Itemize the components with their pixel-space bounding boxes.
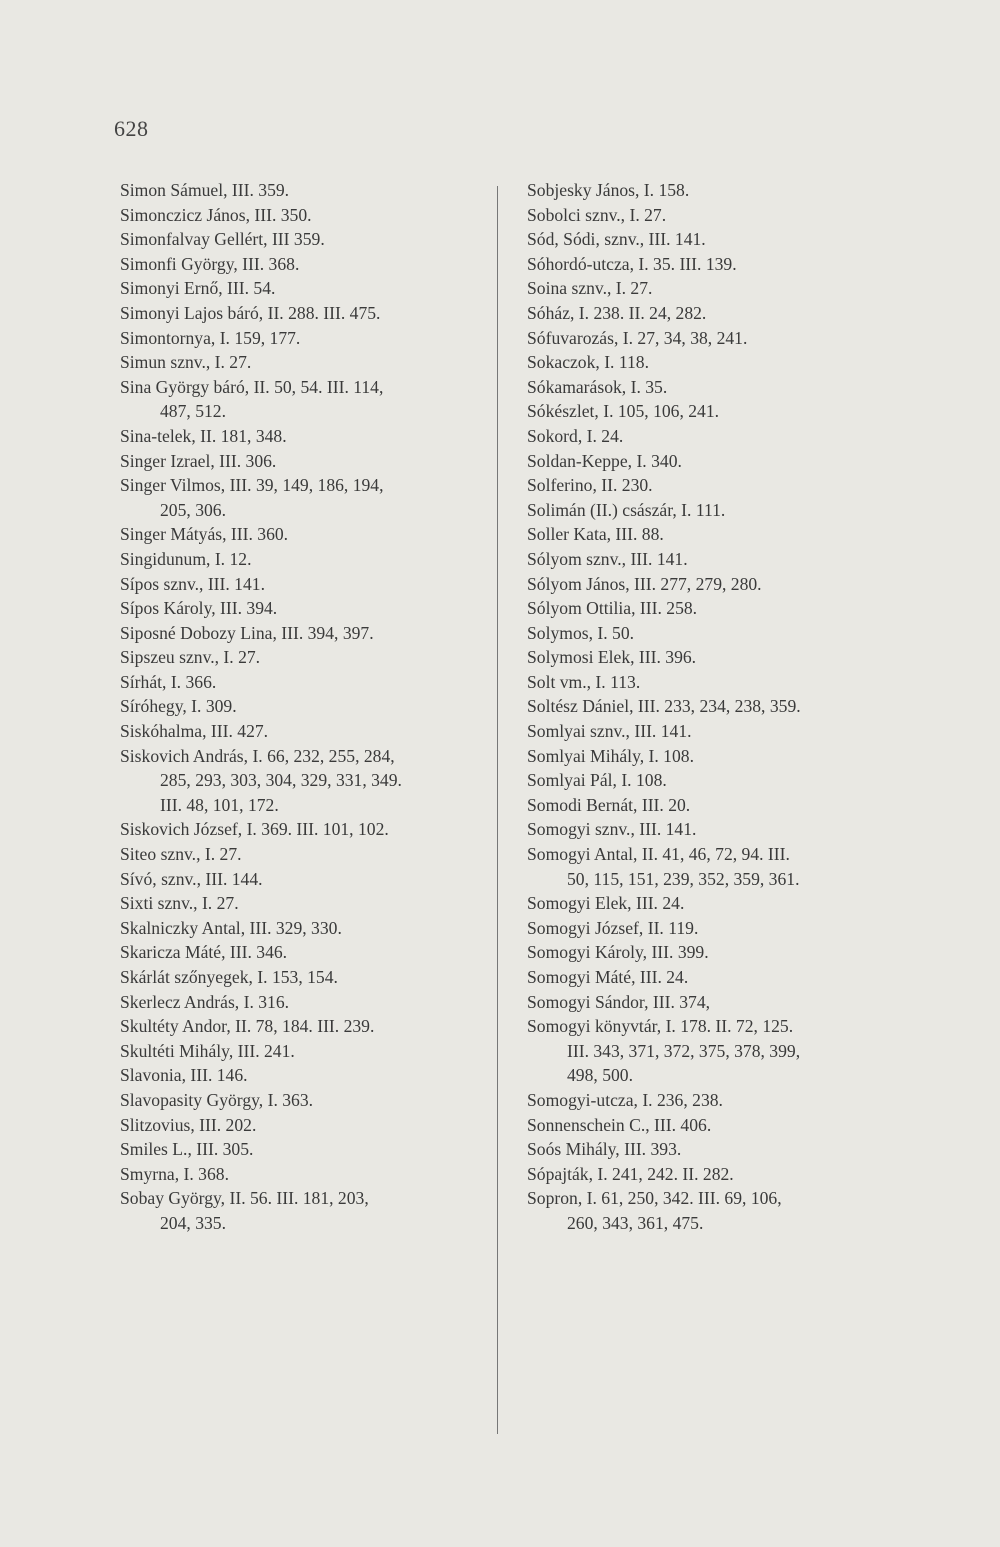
index-entry xyxy=(120,252,490,277)
index-entry xyxy=(527,449,897,474)
index-entry xyxy=(120,940,490,965)
index-entry-text: Solt vm., I. 113. xyxy=(527,671,641,692)
index-entry-text: Slitzovius, III. 202. xyxy=(120,1114,257,1135)
index-entry xyxy=(527,817,897,842)
index-entry xyxy=(120,817,490,842)
index-entry-text: Solymosi Elek, III. 396. xyxy=(527,647,697,668)
index-entry-text: Sípos sznv., III. 141. xyxy=(120,573,265,594)
index-entry xyxy=(120,1186,490,1235)
index-entry xyxy=(527,1137,897,1162)
index-entry-continuation: 50, 115, 151, 239, 352, 359, 361. xyxy=(567,868,800,889)
index-entry xyxy=(120,350,490,375)
index-entry-text: Simon Sámuel, III. 359. xyxy=(120,180,290,200)
index-entry-text: Soldan-Keppe, I. 340. xyxy=(527,450,682,471)
index-entry-text: Simonfi György, III. 368. xyxy=(120,253,300,274)
index-entry-text: Sókamarások, I. 35. xyxy=(527,376,668,397)
index-entry-text: Soós Mihály, III. 393. xyxy=(527,1139,682,1160)
index-entry xyxy=(120,547,490,572)
index-entry xyxy=(527,842,897,891)
index-entry-text: Slavopasity György, I. 363. xyxy=(120,1089,314,1110)
index-entry xyxy=(120,301,490,326)
index-entry xyxy=(120,1137,490,1162)
index-entry-text: Somogyi Máté, III. 24. xyxy=(527,967,689,987)
index-entry-text: Slavonia, III. 146. xyxy=(120,1065,248,1086)
index-entry-continuation: 498, 500. xyxy=(567,1065,633,1086)
index-entry-text: Somogyi Károly, III. 399. xyxy=(527,942,709,963)
index-entry-text: Sipszeu sznv., I. 27. xyxy=(120,647,261,668)
index-entry xyxy=(120,227,490,252)
index-entry xyxy=(120,572,490,597)
index-entry xyxy=(527,326,897,351)
index-entry-text: Solimán (II.) császár, I. 111. xyxy=(527,499,726,520)
index-entry xyxy=(527,940,897,965)
index-entry xyxy=(527,1014,897,1088)
index-entry xyxy=(527,572,897,597)
index-entry xyxy=(120,375,490,424)
index-entry xyxy=(527,916,897,941)
index-column-left xyxy=(120,178,490,1236)
index-entry xyxy=(120,990,490,1015)
index-entry-text: Singer Vilmos, III. 39, 149, 186, 194, xyxy=(120,475,384,496)
index-entry xyxy=(527,1186,897,1235)
index-entry-text: Soina sznv., I. 27. xyxy=(527,278,653,299)
index-entry xyxy=(527,694,897,719)
index-entry xyxy=(527,252,897,277)
index-entry xyxy=(120,1088,490,1113)
index-entry-text: Singer Izrael, III. 306. xyxy=(120,450,277,471)
index-entry xyxy=(120,473,490,522)
index-entry-text: Singer Mátyás, III. 360. xyxy=(120,524,289,545)
index-entry-text: Sobolci sznv., I. 27. xyxy=(527,204,667,225)
index-entry xyxy=(527,178,897,203)
index-entry xyxy=(120,1063,490,1088)
index-entry xyxy=(120,965,490,990)
index-entry-text: Sókészlet, I. 105, 106, 241. xyxy=(527,401,720,422)
index-entry-text: Sívó, sznv., III. 144. xyxy=(120,868,263,889)
index-entry xyxy=(120,326,490,351)
index-entry-text: Solymos, I. 50. xyxy=(527,622,635,643)
index-entry xyxy=(527,473,897,498)
index-entry xyxy=(120,1014,490,1039)
index-entry-text: Sokaczok, I. 118. xyxy=(527,352,649,373)
index-entry xyxy=(527,399,897,424)
index-entry-text: Singidunum, I. 12. xyxy=(120,548,252,569)
index-entry xyxy=(527,301,897,326)
index-entry-text: Skerlecz András, I. 316. xyxy=(120,991,290,1012)
index-entry xyxy=(527,621,897,646)
index-entry-text: Siteo sznv., I. 27. xyxy=(120,844,242,865)
index-entry xyxy=(120,744,490,818)
index-entry-text: Sopron, I. 61, 250, 342. III. 69, 106, xyxy=(527,1188,782,1209)
index-entry-text: Sobay György, II. 56. III. 181, 203, xyxy=(120,1188,369,1209)
index-entry xyxy=(120,1162,490,1187)
index-entry-continuation: 487, 512. xyxy=(160,401,226,422)
index-entry xyxy=(120,1039,490,1064)
index-entry-text: Siposné Dobozy Lina, III. 394, 397. xyxy=(120,622,374,643)
index-entry-text: Somogyi József, II. 119. xyxy=(527,917,699,938)
index-entry xyxy=(527,227,897,252)
column-divider xyxy=(497,186,498,1434)
index-entry xyxy=(120,1113,490,1138)
index-entry xyxy=(527,645,897,670)
index-entry-text: Sírhát, I. 366. xyxy=(120,671,217,692)
index-entry-text: Sina György báró, II. 50, 54. III. 114, xyxy=(120,376,384,397)
index-entry-text: Simonczicz János, III. 350. xyxy=(120,204,312,225)
index-entry xyxy=(120,842,490,867)
index-entry-text: Sixti sznv., I. 27. xyxy=(120,893,239,914)
index-entry-text: Sóhordó-utcza, I. 35. III. 139. xyxy=(527,253,737,274)
index-entry xyxy=(527,375,897,400)
index-entry xyxy=(527,1162,897,1187)
index-entry-text: Simonyi Lajos báró, II. 288. III. 475. xyxy=(120,302,381,323)
index-entry-text: Somogyi sznv., III. 141. xyxy=(527,819,697,840)
index-entry xyxy=(527,1113,897,1138)
index-entry-text: Skultéti Mihály, III. 241. xyxy=(120,1040,295,1061)
index-entry-text: Somogyi Antal, II. 41, 46, 72, 94. III. xyxy=(527,844,790,865)
index-entry-continuation: III. 343, 371, 372, 375, 378, 399, xyxy=(567,1040,801,1061)
index-entry xyxy=(120,178,490,203)
index-entry-continuation: 204, 335. xyxy=(160,1212,226,1233)
index-entry xyxy=(527,965,897,990)
index-entry xyxy=(120,645,490,670)
index-entry xyxy=(527,891,897,916)
index-entry-text: Siskovich András, I. 66, 232, 255, 284, xyxy=(120,745,395,766)
index-entry xyxy=(527,203,897,228)
index-entry-text: Sokord, I. 24. xyxy=(527,425,624,446)
index-entry-text: Smyrna, I. 368. xyxy=(120,1163,229,1184)
index-entry-text: Siskóhalma, III. 427. xyxy=(120,721,269,742)
index-entry-text: Somlyai sznv., III. 141. xyxy=(527,721,692,742)
index-entry xyxy=(527,719,897,744)
index-entry-text: Sípos Károly, III. 394. xyxy=(120,598,278,619)
index-entry-text: Sólyom Ottilia, III. 258. xyxy=(527,598,698,619)
index-entry xyxy=(527,744,897,769)
index-entry xyxy=(120,891,490,916)
index-entry xyxy=(527,670,897,695)
index-entry-text: Somogyi könyvtár, I. 178. II. 72, 125. xyxy=(527,1016,794,1037)
index-entry-text: Sóház, I. 238. II. 24, 282. xyxy=(527,302,707,323)
index-entry xyxy=(120,424,490,449)
index-entry-text: Soltész Dániel, III. 233, 234, 238, 359. xyxy=(527,696,801,717)
index-entry-text: Siskovich József, I. 369. III. 101, 102. xyxy=(120,819,389,840)
index-entry-text: Skultéty Andor, II. 78, 184. III. 239. xyxy=(120,1016,375,1037)
index-entry xyxy=(120,522,490,547)
index-entry-text: Solferino, II. 230. xyxy=(527,475,653,496)
index-entry xyxy=(120,621,490,646)
index-entry xyxy=(527,1088,897,1113)
index-entry-text: Soller Kata, III. 88. xyxy=(527,524,664,545)
index-entry-text: Skaricza Máté, III. 346. xyxy=(120,942,288,963)
index-entry-text: Simontornya, I. 159, 177. xyxy=(120,327,301,348)
index-entry xyxy=(120,596,490,621)
index-entry-text: Sólyom sznv., III. 141. xyxy=(527,548,688,569)
page-number: 628 xyxy=(114,116,149,141)
index-entry xyxy=(527,522,897,547)
index-entry xyxy=(527,793,897,818)
index-entry-text: Skárlát szőnyegek, I. 153, 154. xyxy=(120,967,338,987)
index-entry xyxy=(527,990,897,1015)
index-entry-text: Somodi Bernát, III. 20. xyxy=(527,794,691,815)
index-entry-text: Sobjesky János, I. 158. xyxy=(527,180,690,200)
index-entry-continuation: 260, 343, 361, 475. xyxy=(567,1212,704,1233)
index-entry-continuation: 205, 306. xyxy=(160,499,226,520)
index-entry xyxy=(527,350,897,375)
index-entry-continuation: III. 48, 101, 172. xyxy=(160,794,279,815)
index-entry xyxy=(120,916,490,941)
index-entry-text: Síróhegy, I. 309. xyxy=(120,696,237,717)
index-entry xyxy=(120,694,490,719)
index-entry-text: Sólyom János, III. 277, 279, 280. xyxy=(527,573,762,594)
index-entry-text: Simun sznv., I. 27. xyxy=(120,352,252,373)
index-entry xyxy=(527,768,897,793)
index-entry xyxy=(120,670,490,695)
index-entry-text: Smiles L., III. 305. xyxy=(120,1139,254,1160)
index-entry xyxy=(120,719,490,744)
index-entry-text: Sina-telek, II. 181, 348. xyxy=(120,425,287,446)
index-entry-text: Somogyi-utcza, I. 236, 238. xyxy=(527,1089,723,1110)
index-entry-text: Sonnenschein C., III. 406. xyxy=(527,1114,712,1135)
index-entry-text: Simonyi Ernő, III. 54. xyxy=(120,278,276,299)
index-entry-text: Skalniczky Antal, III. 329, 330. xyxy=(120,917,342,938)
index-entry xyxy=(527,498,897,523)
index-entry xyxy=(120,867,490,892)
index-entry-text: Simonfalvay Gellért, III 359. xyxy=(120,229,325,250)
index-entry xyxy=(120,276,490,301)
index-entry xyxy=(527,547,897,572)
index-entry-text: Sód, Sódi, sznv., III. 141. xyxy=(527,229,706,250)
index-entry xyxy=(527,424,897,449)
index-entry-text: Somlyai Mihály, I. 108. xyxy=(527,745,694,766)
index-entry-text: Somlyai Pál, I. 108. xyxy=(527,770,667,791)
index-entry-text: Somogyi Sándor, III. 374, xyxy=(527,991,711,1012)
index-entry xyxy=(527,276,897,301)
index-entry xyxy=(120,449,490,474)
index-entry-text: Sópajták, I. 241, 242. II. 282. xyxy=(527,1163,734,1184)
index-entry-text: Sófuvarozás, I. 27, 34, 38, 241. xyxy=(527,327,748,348)
index-entry xyxy=(120,203,490,228)
index-entry-continuation: 285, 293, 303, 304, 329, 331, 349. xyxy=(160,770,402,791)
index-entry-text: Somogyi Elek, III. 24. xyxy=(527,893,685,914)
index-entry xyxy=(527,596,897,621)
index-column-right xyxy=(527,178,897,1236)
